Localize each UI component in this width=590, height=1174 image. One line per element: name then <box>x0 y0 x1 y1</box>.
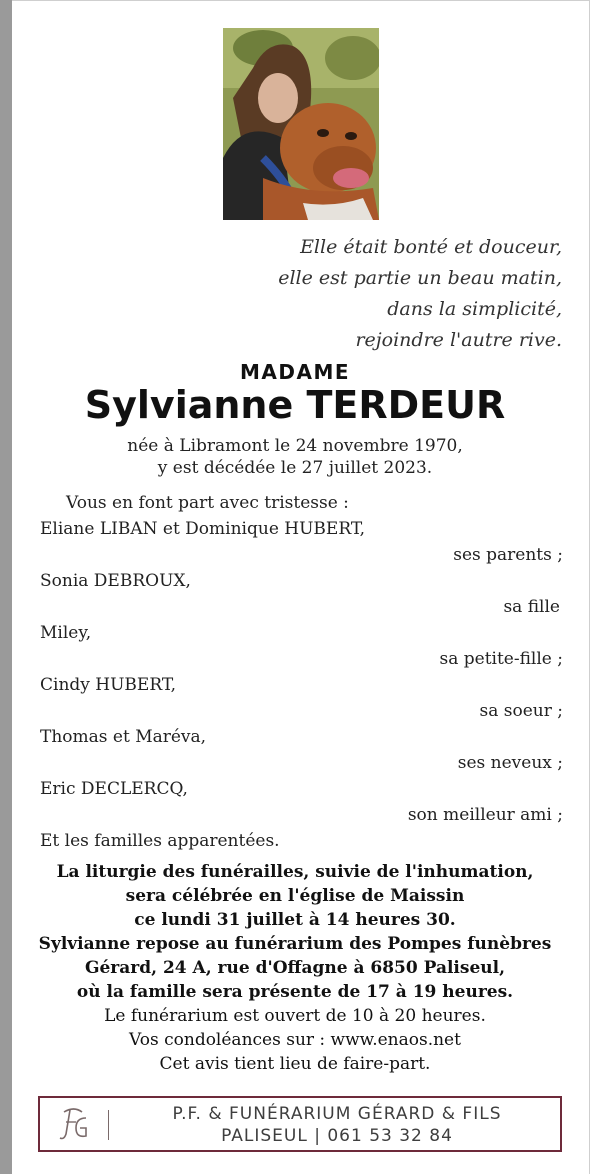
poem-line: elle est partie un beau matin, <box>278 267 562 289</box>
announcement-line: Le funérarium est ouvert de 10 à 20 heures. <box>104 1006 486 1026</box>
announcement-line: sera célébrée en l'église de Maissin <box>125 886 465 906</box>
announcement-line: ce lundi 31 juillet à 14 heures 30. <box>134 910 456 930</box>
funeral-home-banner <box>38 1096 562 1152</box>
funeral-home-info <box>120 1103 554 1147</box>
condolences-line: Vos condoléances sur : www.enaos.net <box>129 1030 461 1050</box>
family-member-name: Cindy HUBERT, <box>40 675 177 695</box>
family-member-relation: sa soeur ; <box>479 701 563 721</box>
funeral-home-contact: PALISEUL | 061 53 32 84 <box>221 1126 453 1146</box>
funeral-announcement <box>0 860 590 1076</box>
family-member-name: Thomas et Maréva, <box>40 727 207 747</box>
family-member-relation: ses parents ; <box>453 545 563 565</box>
announcement-line: Cet avis tient lieu de faire-part. <box>159 1054 431 1074</box>
family-member-name: Eric DECLERCQ, <box>40 779 188 799</box>
announcement-line: La liturgie des funérailles, suivie de l'inhumation, <box>56 862 534 882</box>
funeral-home-name: P.F. & FUNÉRARIUM GÉRARD & FILS <box>172 1104 502 1124</box>
death-line: y est décédée le 27 juillet 2023. <box>157 458 433 478</box>
closing-family: Et les familles apparentées. <box>40 831 280 851</box>
family-member-name: Miley, <box>40 623 92 643</box>
salutation: MADAME <box>239 360 351 384</box>
family-member-relation: son meilleur ami ; <box>407 805 563 825</box>
poem-line: rejoindre l'autre rive. <box>355 329 562 351</box>
deceased-name: Sylvianne TERDEUR <box>84 383 506 427</box>
family-member-relation: ses neveux ; <box>457 753 563 773</box>
announcement-line: Gérard, 24 A, rue d'Offagne à 6850 Paliseul, <box>84 958 506 978</box>
birth-line: née à Libramont le 24 novembre 1970, <box>127 436 463 456</box>
family-member-name: Sonia DEBROUX, <box>40 571 191 591</box>
footer-divider <box>108 1110 109 1140</box>
funeral-home-logo-icon <box>56 1104 96 1144</box>
family-member-name: Eliane LIBAN et Dominique HUBERT, <box>40 519 366 539</box>
intro-text: Vous en font part avec tristesse : <box>66 493 349 513</box>
poem <box>242 232 562 356</box>
poem-line: dans la simplicité, <box>387 298 562 320</box>
portrait-photo-icon <box>223 28 379 220</box>
poem-line: Elle était bonté et douceur, <box>300 236 562 258</box>
announcement-line: Sylvianne repose au funérarium des Pompes funèbres <box>38 934 552 954</box>
birth-death-info <box>0 435 590 479</box>
family-member-relation: sa fille <box>503 597 560 617</box>
announcement-line: où la famille sera présente de 17 à 19 heures. <box>76 982 514 1002</box>
family-member-relation: sa petite-fille ; <box>439 649 563 669</box>
portrait-photo <box>223 28 379 220</box>
